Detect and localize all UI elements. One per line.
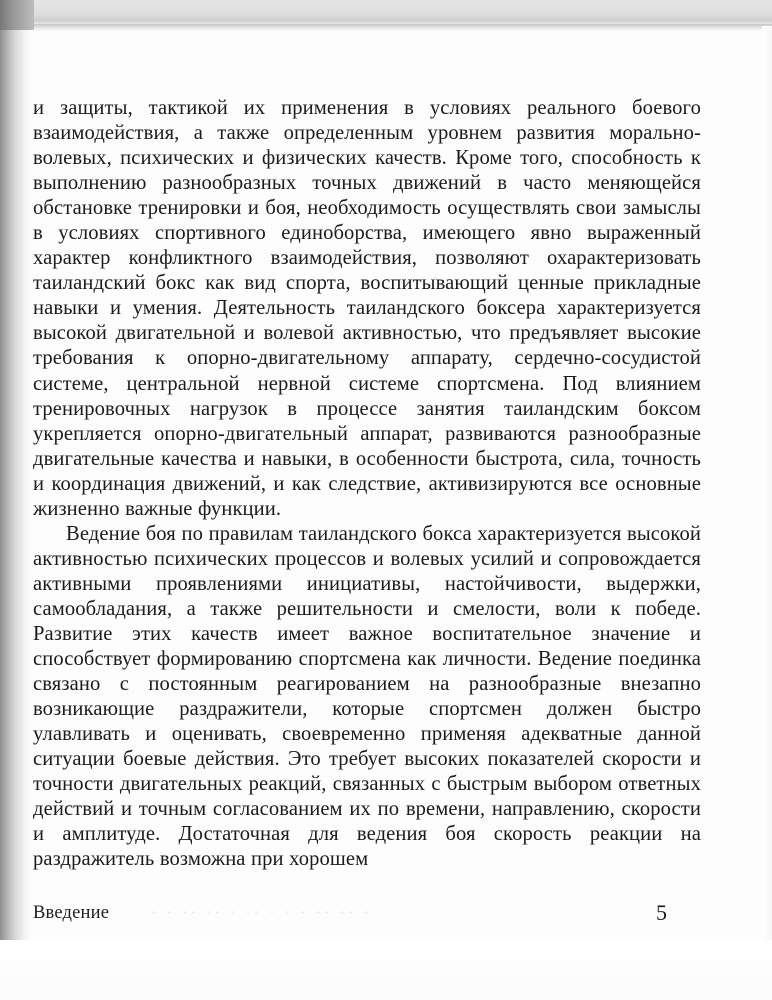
body-text-block	[33, 96, 701, 872]
book-gutter-shadow	[0, 0, 34, 1000]
scan-top-background-band	[0, 0, 772, 26]
page-right-edge-shading	[762, 26, 772, 1000]
page-bottom-shading	[0, 940, 772, 1000]
footer-section-label: Введение	[33, 903, 110, 923]
page-top-edge-shadow	[0, 24, 772, 31]
book-gutter-shadow-top	[0, 0, 34, 30]
paragraph-2: Ведение боя по правилам таиландского бокса характеризуется высокой активностью психических процессов и волевых усилий и сопровождается активными проявлениями инициативы, настойчивости, выдержки, самообладания, а также решительности и смелости, воли к победе. Развитие этих качеств имеет важное воспитательное значение и способствует формированию спортсмена как личности. Ведение поединка связано с постоянным реагированием на разнообразные внезапно возникающие раздражители, которые спортсмен должен быстро улавливать и оценивать, своевременно применяя адекватные данной ситуации боевые действия. Это требует высоких показателей скорости и точности двигательных реакций, связанных с быстрым выбором ответных действий и точным согласованием их по времени, направлению, скорости и амплитуде. Достаточная для ведения боя скорость реакции на раздражитель возможна при хорошем	[33, 522, 701, 871]
footer-bleed-through-artifact: · · ·· ·· · ·· · · · ·· ·· ·	[151, 905, 373, 921]
footer-page-number: 5	[656, 900, 667, 925]
page-footer	[33, 900, 701, 933]
paragraph-1: и защиты, тактикой их применения в условиях реального боевого взаимодействия, а также определенным уровнем развития морально-волевых, психических и физических качеств. Кроме того, способность к выполнению разнообразных точных движений в часто меняющейся обстановке тренировки и боя, необходимость осуществлять свои замыслы в условиях спортивного единоборства, имеющего явно выраженный характер конфликтного взаимодействия, позволяют охарактеризовать таиландский бокс как вид спорта, воспитывающий ценные прикладные навыки и умения. Деятельность таиландского боксера характеризуется высокой двигательной и волевой активностью, что предъявляет высокие требования к опорно-двигательному аппарату, сердечно-сосудистой системе, центральной нервной системе спортсмена. Под влиянием тренировочных нагрузок в процессе занятия таиландским боксом укрепляется опорно-двигательный аппарат, развиваются разнообразные двигательные качества и навыки, в особенности быстрота, сила, точность и координация движений, и как следствие, активизируются все основные жизненно важные функции.	[33, 97, 701, 520]
